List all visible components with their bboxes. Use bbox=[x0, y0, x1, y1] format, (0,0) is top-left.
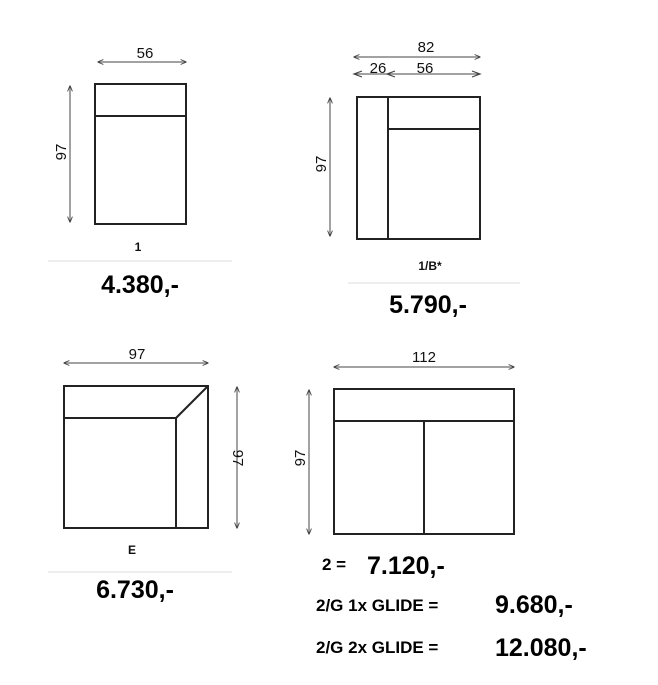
module-e bbox=[48, 346, 246, 604]
depth-label: 97 bbox=[53, 143, 70, 161]
width-label: 56 bbox=[136, 45, 154, 62]
width-label: 112 bbox=[412, 349, 436, 366]
module-label: E bbox=[127, 543, 137, 557]
module-1 bbox=[48, 45, 232, 299]
price: 5.790,- bbox=[389, 291, 467, 319]
module-1b bbox=[313, 39, 520, 319]
part-b-width-label: 56 bbox=[416, 60, 434, 77]
module-outline bbox=[357, 97, 480, 239]
module-label: 1/B* bbox=[418, 259, 442, 273]
depth-label: 97 bbox=[292, 449, 309, 467]
depth-label: 97 bbox=[313, 155, 330, 173]
module-outline bbox=[95, 84, 186, 224]
price: 6.730,- bbox=[96, 576, 174, 604]
depth-label: 97 bbox=[229, 449, 246, 467]
price: 4.380,- bbox=[101, 271, 179, 299]
price-label-2g-2x: 2/G 2x GLIDE = bbox=[316, 638, 439, 657]
total-width-label: 82 bbox=[417, 39, 435, 56]
part-a-width-label: 26 bbox=[369, 60, 387, 77]
price-label-2: 2 = bbox=[322, 555, 347, 574]
price-2g-1x: 9.680,- bbox=[495, 591, 573, 619]
price-2: 7.120,- bbox=[367, 552, 445, 580]
module-label: 1 bbox=[134, 240, 142, 254]
price-2g-2x: 12.080,- bbox=[495, 634, 587, 662]
price-label-2g-1x: 2/G 1x GLIDE = bbox=[316, 596, 439, 615]
module-2 bbox=[292, 349, 587, 662]
corner-line bbox=[176, 386, 208, 418]
width-label: 97 bbox=[128, 346, 146, 363]
